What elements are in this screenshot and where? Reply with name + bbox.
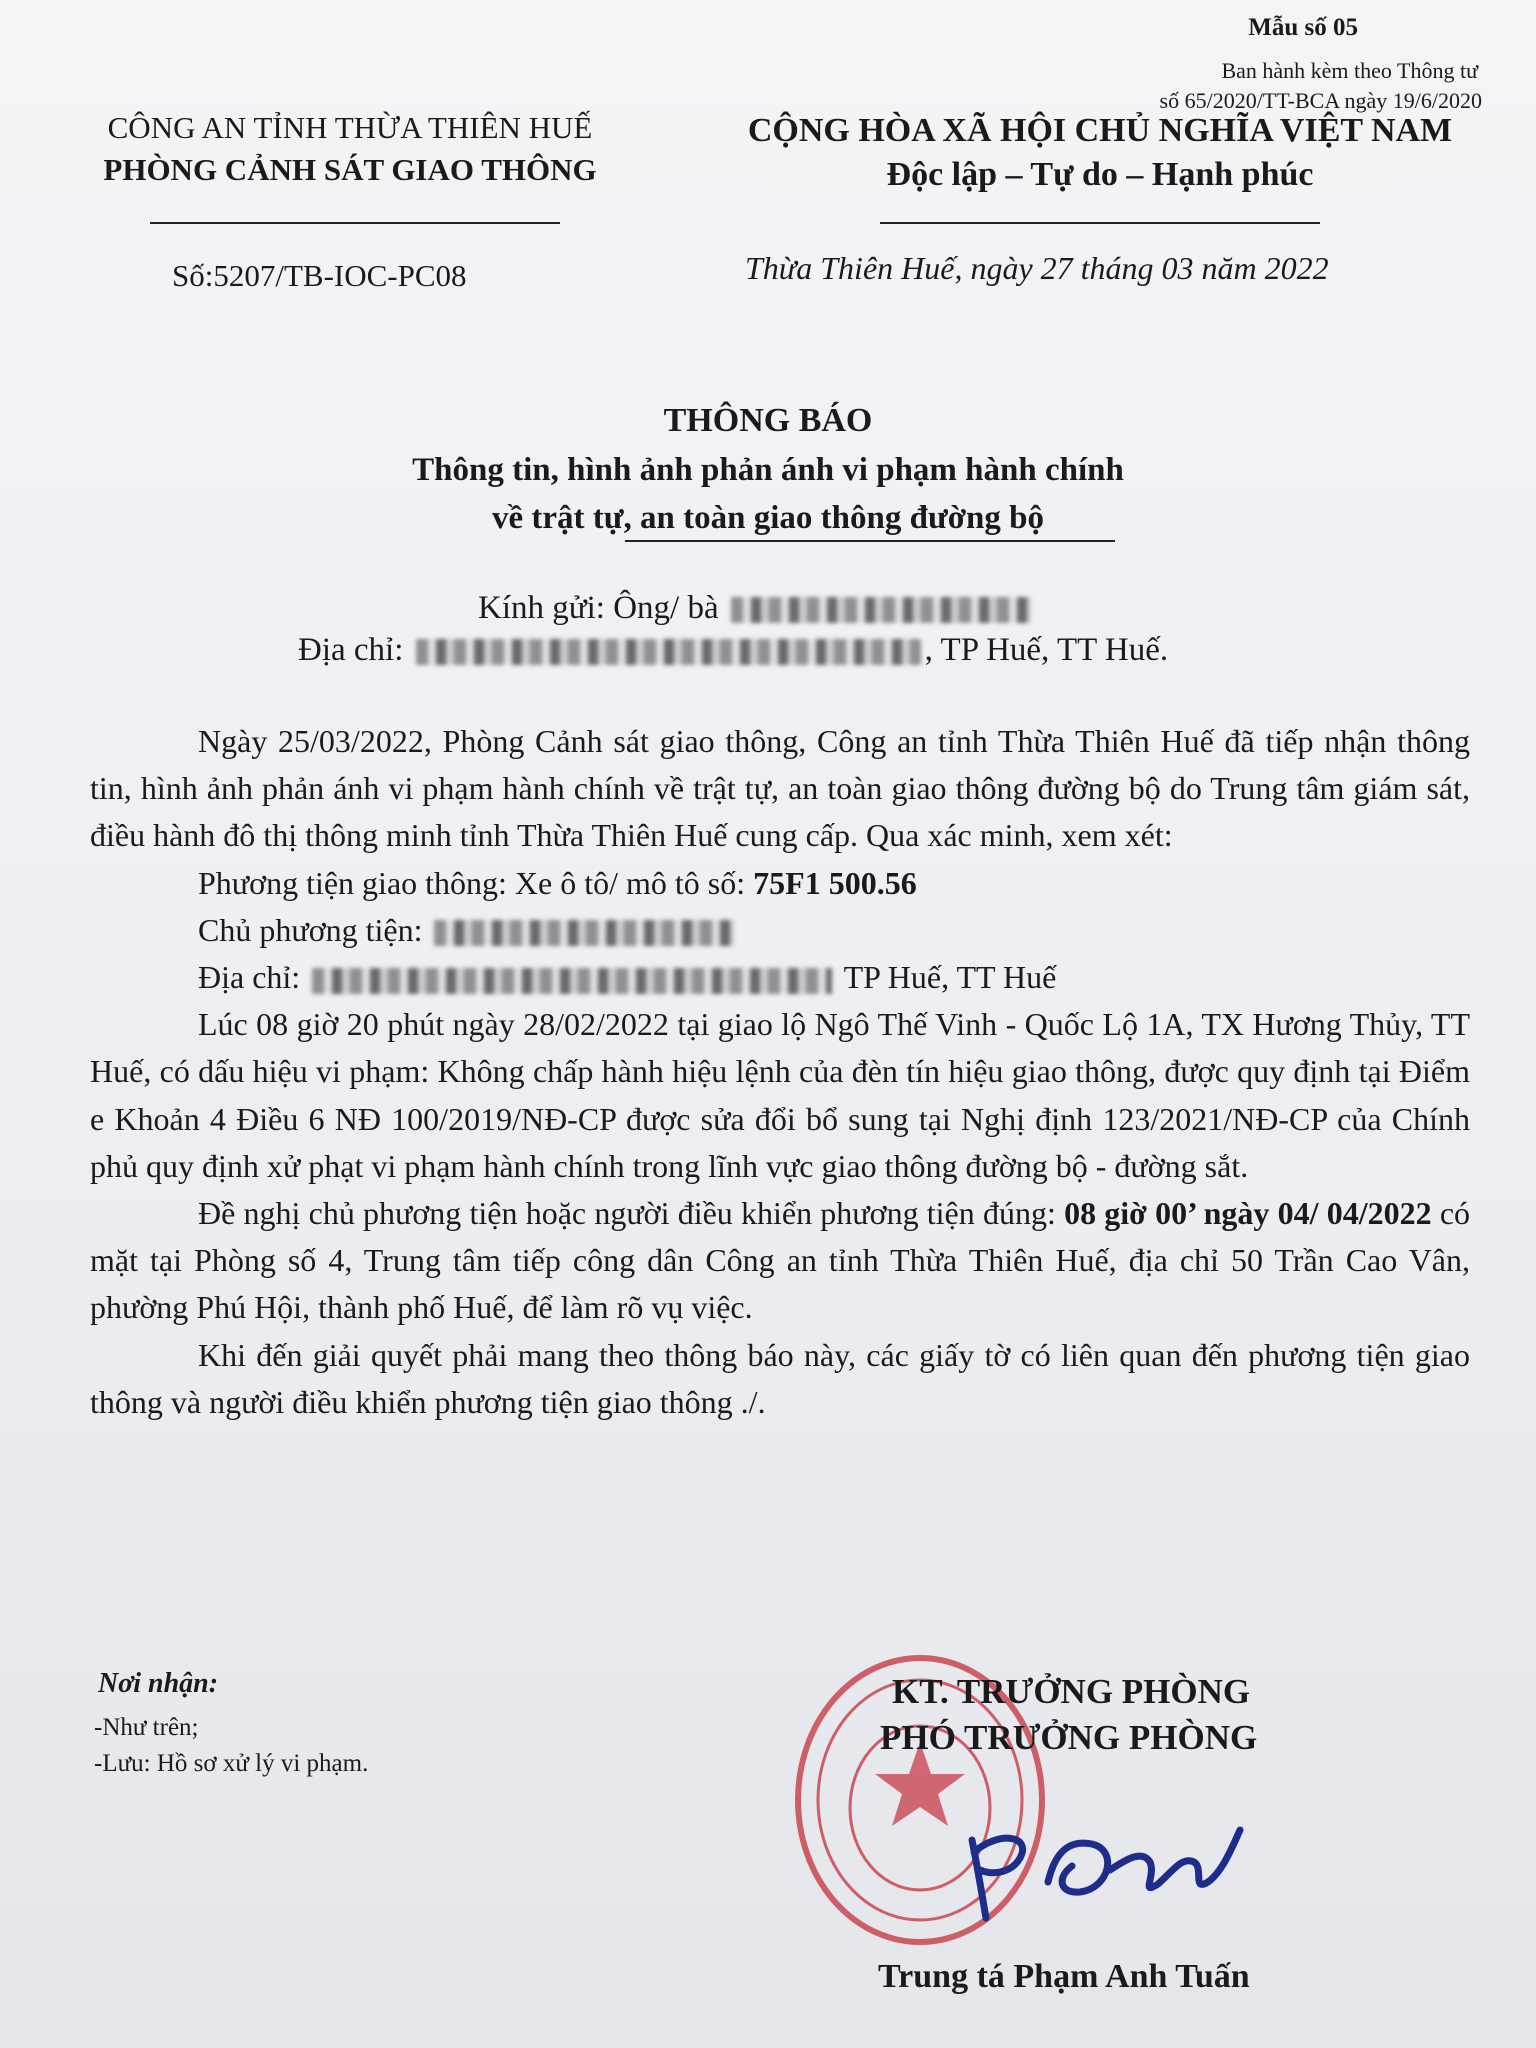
owner-address-line — [90, 954, 1470, 1001]
document-title: THÔNG BÁO — [663, 402, 873, 439]
recipients-item: -Như trên; — [94, 1714, 199, 1741]
address-label: Địa chỉ: — [298, 632, 404, 668]
signatory-title: KT. TRƯỞNG PHÒNG — [892, 1672, 1251, 1711]
owner-line — [90, 907, 1470, 954]
header-left-underline — [150, 222, 560, 224]
greeting-label: Kính gửi: Ông/ bà — [478, 590, 719, 626]
redacted-name — [731, 597, 1031, 623]
form-number: Mẫu số 05 — [1248, 14, 1358, 41]
redacted-owner — [434, 920, 734, 946]
vehicle-label: Phương tiện giao thông: Xe ô tô/ mô tô số: — [198, 864, 746, 901]
national-motto: Độc lập – Tự do – Hạnh phúc — [886, 156, 1314, 193]
recipients-label: Nơi nhận: — [98, 1668, 219, 1699]
recipient-greeting — [478, 590, 1035, 627]
owner-label: Chủ phương tiện: — [198, 911, 423, 948]
document-subtitle — [0, 446, 1536, 542]
country-name: CỘNG HÒA XÃ HỘI CHỦ NGHĨA VIỆT NAM — [747, 112, 1453, 149]
handwritten-signature — [960, 1800, 1250, 1930]
recipient-address — [298, 632, 1168, 669]
vehicle-plate: 75F1 500.56 — [753, 864, 917, 901]
motto-underline — [880, 222, 1320, 224]
document-number: Số:5207/TB-IOC-PC08 — [172, 258, 467, 293]
header-left — [40, 110, 660, 188]
paragraph-intro: Ngày 25/03/2022, Phòng Cảnh sát giao thông, Công an tỉnh Thừa Thiên Huế đã tiếp nhận thông tin, hình ảnh phản ánh vi phạm hành chính về trật tự, an toàn giao thông đường bộ do Trung tâm giám sát, điều hành đô thị thông minh tỉnh Thừa Thiên Huế cung cấp. Qua xác minh, xem xét: — [90, 723, 1470, 854]
header-right — [690, 112, 1510, 194]
paragraph-instructions: Khi đến giải quyết phải mang theo thông báo này, các giấy tờ có liên quan đến phương tiện giao thông và người điều khiển phương tiện giao thông ./. — [90, 1336, 1470, 1420]
address-suffix: , TP Huế, TT Huế. — [924, 632, 1169, 668]
summons-time: 08 giờ 00’ ngày 04/ 04/2022 — [1064, 1195, 1432, 1232]
subtitle-line2: về trật tự, an toàn giao thông đường bộ — [491, 500, 1044, 536]
recipients-item: -Lưu: Hồ sơ xử lý vi phạm. — [94, 1750, 369, 1777]
owner-address-label: Địa chỉ: — [198, 959, 301, 996]
form-issued-line2: số 65/2020/TT-BCA ngày 19/6/2020 — [1159, 88, 1482, 113]
department-name: PHÒNG CẢNH SÁT GIAO THÔNG — [103, 152, 597, 187]
subtitle-line1: Thông tin, hình ảnh phản ánh vi phạm hành chính — [412, 452, 1124, 488]
redacted-address — [416, 639, 921, 665]
signatory-position: PHÓ TRƯỞNG PHÒNG — [880, 1718, 1258, 1757]
vehicle-line — [90, 860, 1470, 907]
owner-address-suffix: TP Huế, TT Huế — [843, 959, 1057, 996]
paragraph-violation: Lúc 08 giờ 20 phút ngày 28/02/2022 tại giao lộ Ngô Thế Vinh - Quốc Lộ 1A, TX Hương Thủy, TT Huế, có dấu hiệu vi phạm: Không chấp hành hiệu lệnh của đèn tín hiệu giao thông, được quy định tại Điểm e Khoản 4 Điều 6 NĐ 100/2019/NĐ-CP được sửa đổi bổ sung tại Nghị định 123/2021/NĐ-CP của Chính phủ quy định xử phạt vi phạm hành chính trong lĩnh vực giao thông đường bộ - đường sắt. — [90, 1006, 1470, 1184]
paragraph-summons — [90, 1190, 1470, 1332]
summons-text-a: Đề nghị chủ phương tiện hoặc người điều khiển phương tiện đúng: — [198, 1195, 1056, 1232]
agency-name: CÔNG AN TỈNH THỪA THIÊN HUẾ — [107, 110, 593, 145]
signatory-name: Trung tá Phạm Anh Tuấn — [878, 1958, 1250, 1995]
notice-body — [90, 718, 1470, 1426]
redacted-owner-address — [312, 968, 832, 994]
document-date: Thừa Thiên Huế, ngày 27 tháng 03 năm 2022 — [745, 250, 1329, 286]
subtitle-underline — [625, 540, 1115, 542]
summons-text-b: có mặt tại Phòng số 4, Trung tâm tiếp công dân Công an tỉnh Thừa Thiên Huế, địa chỉ 50 Trần Cao Vân, phường Phú Hội, thành phố Huế, để làm rõ vụ việc. — [90, 1195, 1471, 1326]
form-issued-line1: Ban hành kèm theo Thông tư — [1221, 58, 1478, 83]
